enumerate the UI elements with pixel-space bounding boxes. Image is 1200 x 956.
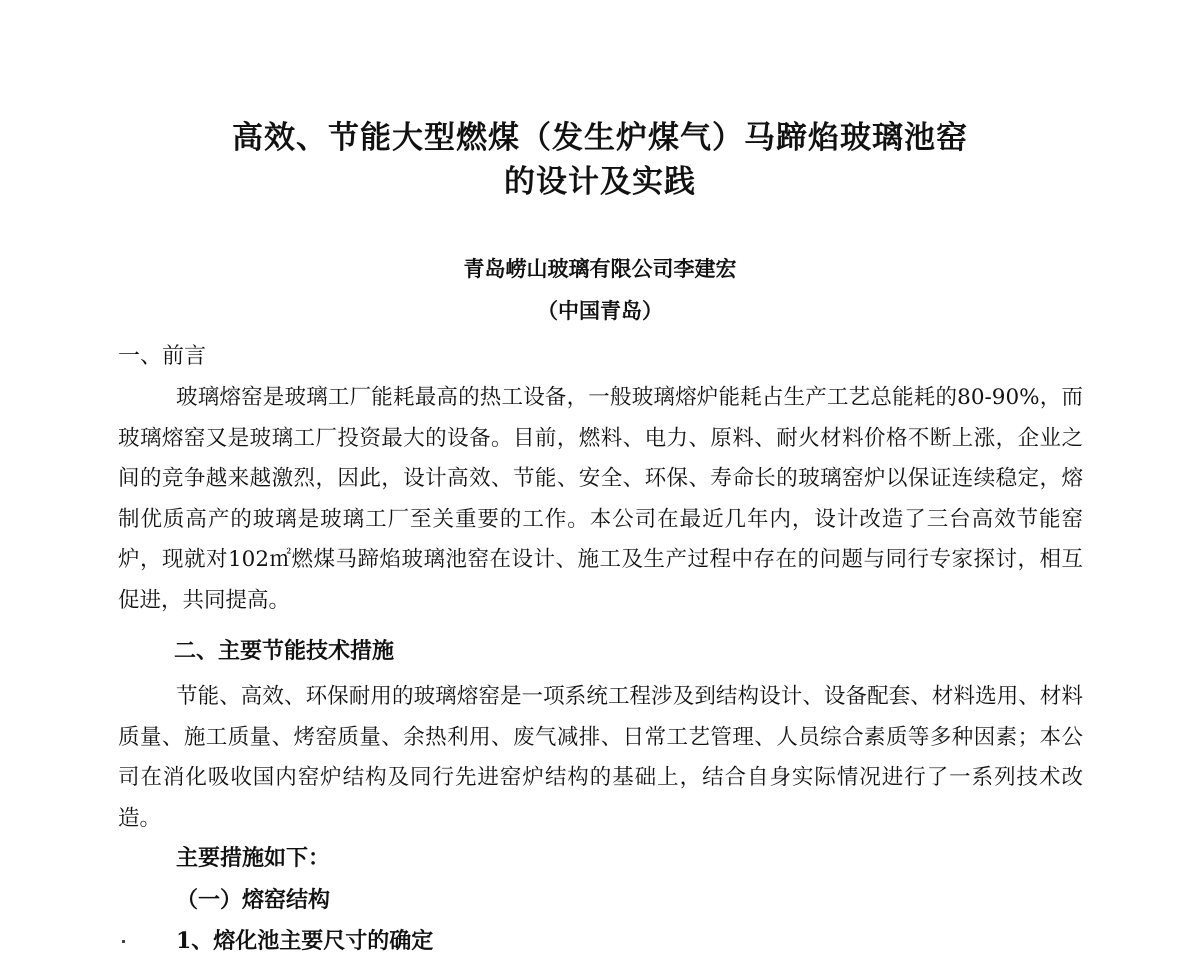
subsection-heading-structure: （一）熔窑结构 [176, 887, 331, 913]
measures-paragraph: 节能、高效、环保耐用的玻璃熔窑是一项系统工程涉及到结构设计、设备配套、材料选用、材料质量、施工质量、烤窑质量、余热利用、废气减排、日常工艺管理、人员综合素质等多种因素；本公司在消化吸收国内窑炉结构及同行先进窑炉结构的基础上，结合自身实际情况进行了一系列技术改造。 [118, 684, 1083, 831]
measures-list-intro: 主要措施如下： [176, 845, 331, 871]
intro-paragraph: 玻璃熔窑是玻璃工厂能耗最高的热工设备，一般玻璃熔炉能耗占生产工艺总能耗的80-90%，而玻璃熔窑又是玻璃工厂投资最大的设备。目前，燃料、电力、原料、耐火材料价格不断上涨，企业之间的竞争越来越激烈，因此，设计高效、节能、安全、环保、寿命长的玻璃窑炉以保证连续稳定，熔制优质高产的玻璃是玻璃工厂至关重要的工作。本公司在最近几年内，设计改造了三台高效节能窑炉，现就对102㎡燃煤马蹄焰玻璃池窑在设计、施工及生产过程中存在的问题与同行专家探讨，相互促进，共同提高。 [118, 385, 1083, 613]
scan-speck [122, 940, 125, 943]
subsubsection-heading-size: 1、熔化池主要尺寸的确定 [176, 928, 434, 954]
author-location: （中国青岛） [537, 298, 663, 323]
author-affiliation: 青岛崂山玻璃有限公司李建宏 [463, 256, 737, 281]
document-title-line-1: 高效、节能大型燃煤（发生炉煤气）马蹄焰玻璃池窑 [232, 120, 968, 156]
section-heading-measures: 二、主要节能技术措施 [174, 638, 395, 664]
section-heading-intro: 一、前言 [118, 344, 207, 369]
document-title-line-2: 的设计及实践 [504, 164, 696, 200]
